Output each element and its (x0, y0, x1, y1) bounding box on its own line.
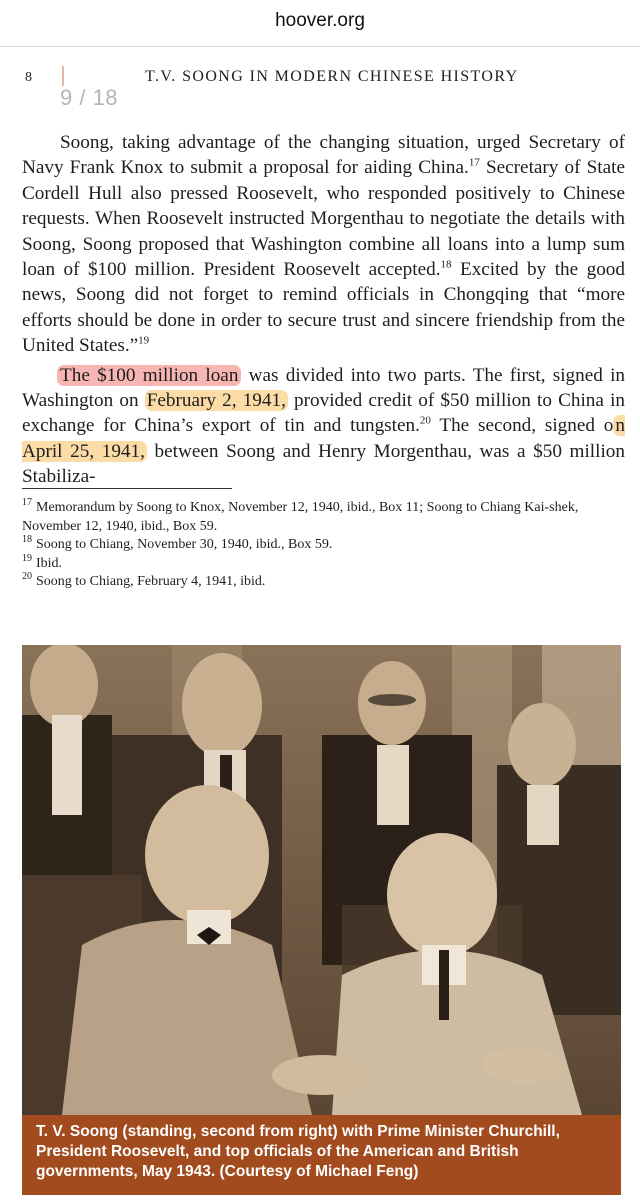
footnote-reference[interactable]: 19 (138, 334, 150, 347)
footnote-number: 19 (22, 552, 32, 564)
highlighted-loan-amount[interactable]: The $100 million loan (57, 365, 241, 386)
historical-photograph (22, 645, 621, 1115)
footnote-text: Soong to Chiang, February 4, 1941, ibid. (36, 574, 266, 589)
footnote-text: Soong to Chiang, November 30, 1940, ibid., Box 59. (36, 537, 333, 552)
photo-caption: T. V. Soong (standing, second from right) with Prime Minister Churchill, President Roosevelt, and top officials of the American and British governments, May 1943. (Courtesy of Michael Feng) (22, 1115, 621, 1195)
page-number: 8 (25, 70, 32, 85)
page-counter: 9 / 18 (60, 85, 119, 110)
footnote (22, 552, 622, 574)
footnote (22, 536, 622, 555)
footnote (22, 499, 622, 536)
scroll-position-marker[interactable] (62, 66, 64, 86)
paragraph-text: was divided into two parts. The first, signed in Washington on (22, 364, 626, 412)
footnote-reference[interactable]: 20 (419, 415, 431, 428)
footnote-divider (22, 488, 232, 489)
url-text[interactable]: hoover.org (275, 10, 365, 31)
footnote-number: 17 (22, 497, 32, 509)
footnote-number: 18 (22, 534, 32, 546)
footnote-reference[interactable]: 17 (468, 157, 480, 170)
paragraph-text: Secretary of State Cordell Hull also pressed Roosevelt, who responded positively to Chinese requests. When Roosevelt instructed Morgenthau to negotiate the details with Soong, Soong proposed that Washington combine all loans into a lump sum loan of $100 million. President Roosevelt accepted. (22, 157, 625, 281)
paragraph (22, 363, 625, 490)
paragraph (22, 130, 625, 359)
photograph-illustration (22, 645, 621, 1115)
paragraph-text: between Soong and Henry Morgenthau, was a $50 million Stabiliza- (22, 440, 625, 488)
footnotes (22, 499, 622, 592)
browser-address-bar[interactable] (0, 0, 640, 47)
footnote-text: Ibid. (36, 555, 63, 571)
paragraph-text: Excited by the good news, Soong did not forget to remind officials in Chongqing that “more efforts should be done in order to secure trust and sincere friendship from the United States.” (22, 259, 625, 357)
paragraph-text: Soong, taking advantage of the changing situation, urged Secretary of Navy Frank Knox to submit a proposal for aiding China. (22, 132, 625, 179)
paragraph-text: provided credit of $50 million to China in exchange for China’s export of tin and tungsten. (22, 390, 626, 437)
footnote-text: Memorandum by Soong to Knox, November 12, 1940, ibid., Box 11; Soong to Chiang Kai-shek, November 12, 1940, ibid., Box 59. (22, 500, 579, 534)
paragraph-text: The second, signed o (430, 415, 614, 437)
footnote-reference[interactable]: 18 (440, 258, 452, 271)
running-title: T.V. SOONG IN MODERN CHINESE HISTORY (145, 68, 519, 85)
footnote (22, 573, 622, 592)
body-text (22, 130, 625, 494)
highlighted-date[interactable]: n April 25, 1941, (22, 415, 625, 462)
footnote-number: 20 (22, 571, 32, 583)
highlighted-date[interactable]: February 2, 1941, (146, 390, 286, 412)
